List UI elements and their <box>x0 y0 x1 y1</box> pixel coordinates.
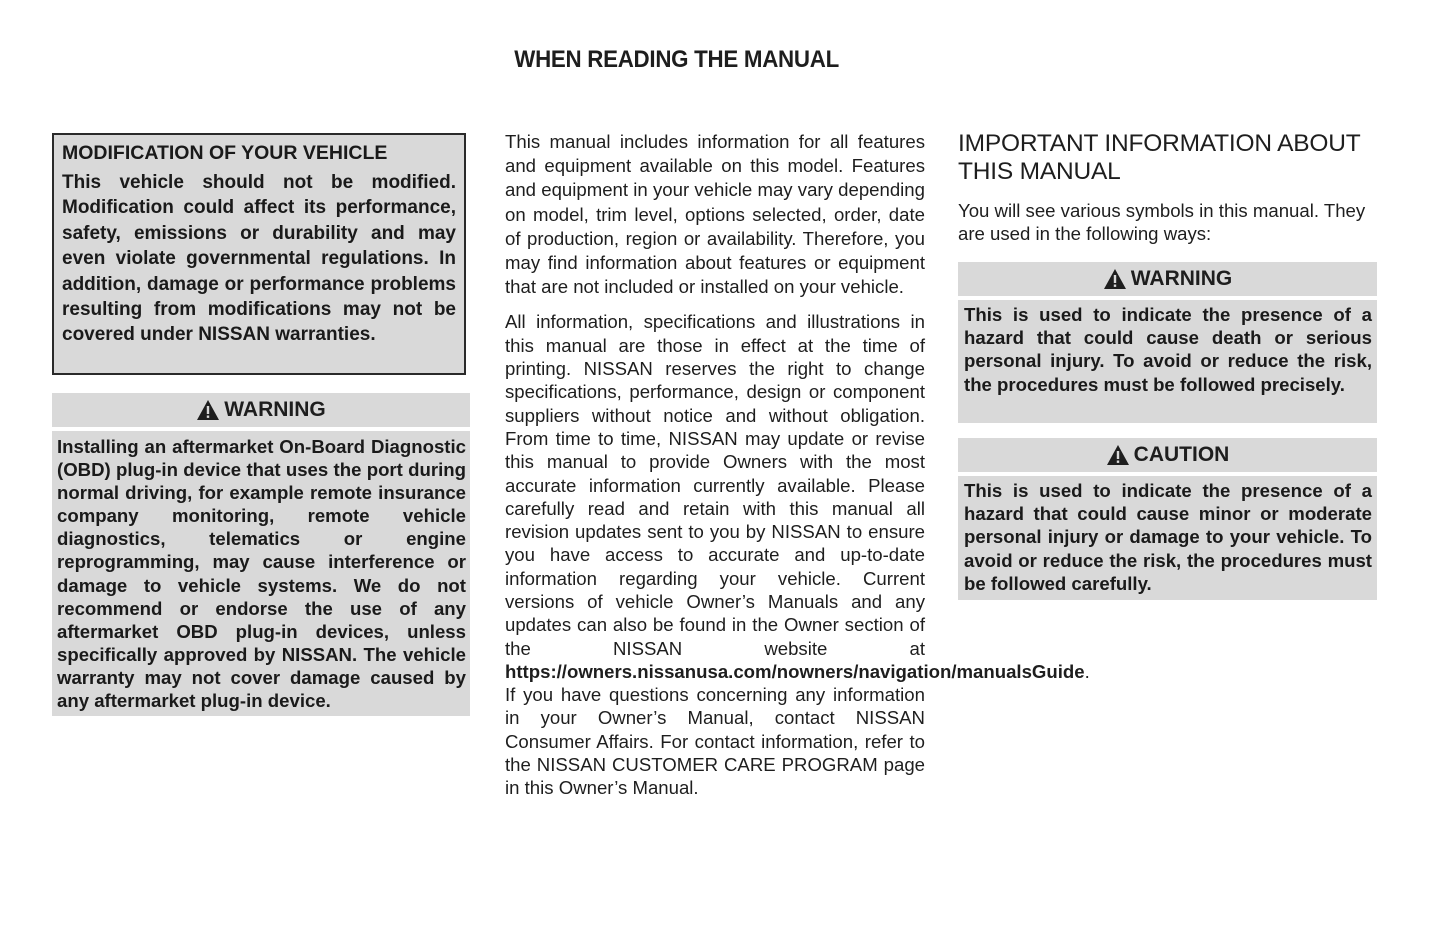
obd-warning-body <box>52 431 470 716</box>
paragraph-information-text: All information, specifications and illustrations in this manual are those in effect at the time of printing. NISSAN reserves the right to change specifications, performance, design or component suppliers without notice and without obligation. From time to time, NISSAN may update or revise this manual to provide Owners with the most accurate information currently available. Please carefully read and retain with this manual all revision updates sent to you by NISSAN to ensure you have access to accurate and up-to-date information regarding your vehicle. Current versions of vehicle Owner’s Manuals and any updates can also be found in the Owner section of the NISSAN website at <box>505 311 925 659</box>
paragraph-information <box>505 310 1090 799</box>
paragraph-features: This manual includes information for all features and equipment available on this model. Features and equipment in your vehicle may vary depending on model, trim level, options selected, order, date of production, region or availability. Therefore, you may find information about features or equipment that are not included or installed on your vehicle. <box>505 131 925 298</box>
symbol-caution-header <box>958 438 1377 472</box>
owners-website-link[interactable]: https://owners.nissanusa.com/nowners/navigation/manualsGuide <box>505 660 1085 682</box>
warning-triangle-icon <box>196 399 220 421</box>
warning-triangle-icon <box>1103 268 1127 290</box>
obd-warning-header <box>52 393 470 427</box>
modification-title: MODIFICATION OF YOUR VEHICLE <box>62 142 388 164</box>
modification-text: This vehicle should not be modified. Modification could affect its performance, safety, emissions or durability and may even violate governmental regulations. In addition, damage or performance problems resulting from modifications may not be covered under NISSAN warranties. <box>62 172 456 346</box>
page-title: WHEN READING THE MANUAL <box>514 46 839 73</box>
important-info-heading: IMPORTANT INFORMATION ABOUT THIS MANUAL <box>958 130 1361 185</box>
obd-warning-text: Installing an aftermarket On-Board Diagnostic (OBD) plug-in device that uses the port during normal driving, for example remote insurance company monitoring, remote vehicle diagnostics, telematics or engine reprogramming, may cause interference or damage to vehicle systems. We do not recommend or endorse the use of any aftermarket OBD plug-in devices, unless specifically approved by NISSAN. The vehicle warranty may not cover damage caused by any aftermarket plug-in device. <box>57 436 466 712</box>
obd-warning-label: WARNING <box>224 398 326 421</box>
symbol-caution-body <box>958 476 1377 600</box>
important-info-intro: You will see various symbols in this manual. They are used in the following ways: <box>958 200 1366 244</box>
symbol-warning-text: This is used to indicate the presence of a hazard that could cause death or serious personal injury. To avoid or reduce the risk, the procedures must be followed precisely. <box>964 304 1372 395</box>
modification-box <box>52 133 466 375</box>
main-text-column <box>505 130 1090 811</box>
symbol-warning-header <box>958 262 1377 296</box>
symbol-warning-body <box>958 300 1377 423</box>
symbol-caution-label: CAUTION <box>1133 443 1230 466</box>
symbol-warning-label: WARNING <box>1130 267 1233 290</box>
paragraph-information-continued: . If you have questions concerning any information in your Owner’s Manual, contact NISSAN Consumer Affairs. For contact information, refer to the NISSAN CUSTOMER CARE PROGRAM page in this Owner’s Manual. <box>505 660 1090 799</box>
symbol-caution-text: This is used to indicate the presence of a hazard that could cause minor or moderate personal injury or damage to your vehicle. To avoid or reduce the risk, the procedures must be followed carefully. <box>964 480 1372 594</box>
warning-triangle-icon <box>1106 444 1130 466</box>
